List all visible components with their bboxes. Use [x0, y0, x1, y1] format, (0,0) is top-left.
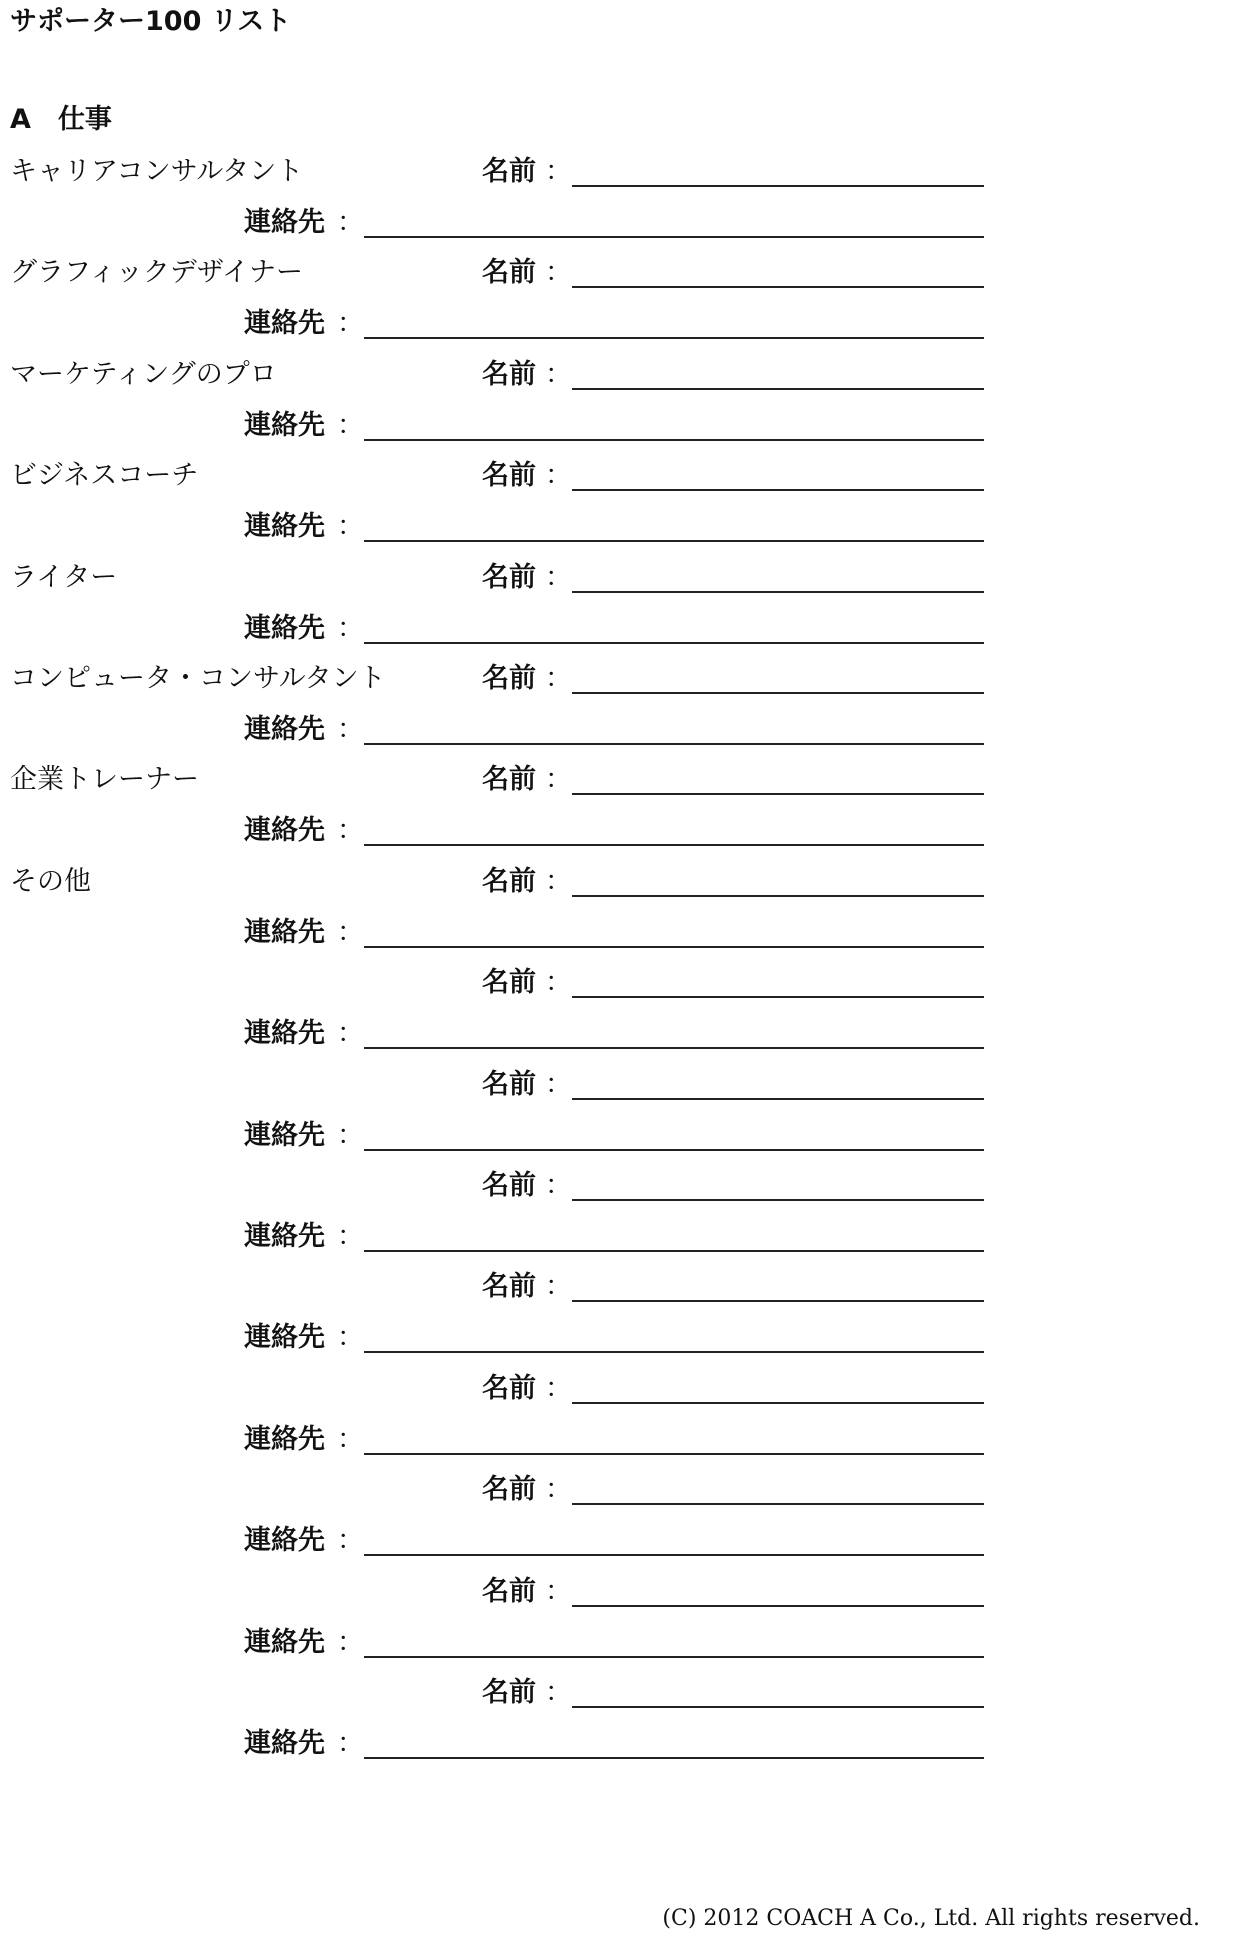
name-colon: ：	[545, 156, 572, 187]
supporter-entry	[0, 1673, 1240, 1774]
copyright-footer: (C) 2012 COACH A Co., Ltd. All rights reserved.	[662, 1906, 1200, 1931]
contact-colon: ：	[337, 308, 364, 339]
entry-category: 企業トレーナー	[10, 764, 199, 795]
contact-blank-line[interactable]	[364, 1351, 984, 1353]
contact-label: 連絡先	[244, 613, 325, 644]
name-colon: ：	[545, 1474, 572, 1505]
name-label: 名前	[482, 1069, 536, 1100]
contact-blank-line[interactable]	[364, 642, 984, 644]
contact-colon: ：	[337, 1120, 364, 1151]
contact-label: 連絡先	[244, 1221, 325, 1252]
name-colon: ：	[545, 663, 572, 694]
contact-label: 連絡先	[244, 207, 325, 238]
supporter-entry	[0, 1166, 1240, 1267]
name-colon: ：	[545, 967, 572, 998]
contact-colon: ：	[337, 1322, 364, 1353]
entry-category: コンピュータ・コンサルタント	[10, 663, 386, 694]
contact-label: 連絡先	[244, 815, 325, 846]
contact-blank-line[interactable]	[364, 236, 984, 238]
name-blank-line[interactable]	[572, 1503, 984, 1505]
name-blank-line[interactable]	[572, 1605, 984, 1607]
name-blank-line[interactable]	[572, 793, 984, 795]
name-colon: ：	[545, 1271, 572, 1302]
name-blank-line[interactable]	[572, 1199, 984, 1201]
contact-colon: ：	[337, 714, 364, 745]
name-colon: ：	[545, 1677, 572, 1708]
contact-label: 連絡先	[244, 1728, 325, 1759]
name-blank-line[interactable]	[572, 185, 984, 187]
entry-category: キャリアコンサルタント	[10, 156, 304, 187]
name-colon: ：	[545, 1373, 572, 1404]
supporter-entry	[0, 659, 1240, 760]
section-heading: A 仕事	[10, 104, 112, 135]
contact-colon: ：	[337, 1018, 364, 1049]
contact-blank-line[interactable]	[364, 1149, 984, 1151]
name-label: 名前	[482, 1576, 536, 1607]
contact-label: 連絡先	[244, 1627, 325, 1658]
name-blank-line[interactable]	[572, 895, 984, 897]
contact-blank-line[interactable]	[364, 1250, 984, 1252]
contact-colon: ：	[337, 1424, 364, 1455]
supporter-entry	[0, 760, 1240, 861]
name-colon: ：	[545, 866, 572, 897]
contact-blank-line[interactable]	[364, 1047, 984, 1049]
entry-category: マーケティングのプロ	[10, 359, 277, 390]
contact-blank-line[interactable]	[364, 844, 984, 846]
supporter-entry	[0, 1470, 1240, 1571]
contact-colon: ：	[337, 1221, 364, 1252]
name-colon: ：	[545, 1069, 572, 1100]
name-colon: ：	[545, 764, 572, 795]
contact-label: 連絡先	[244, 714, 325, 745]
contact-blank-line[interactable]	[364, 1656, 984, 1658]
name-label: 名前	[482, 359, 536, 390]
contact-blank-line[interactable]	[364, 743, 984, 745]
supporter-entry	[0, 1065, 1240, 1166]
name-blank-line[interactable]	[572, 996, 984, 998]
name-colon: ：	[545, 359, 572, 390]
contact-colon: ：	[337, 410, 364, 441]
name-label: 名前	[482, 562, 536, 593]
name-label: 名前	[482, 1474, 536, 1505]
name-blank-line[interactable]	[572, 286, 984, 288]
supporter-entry	[0, 253, 1240, 354]
name-label: 名前	[482, 1677, 536, 1708]
contact-label: 連絡先	[244, 511, 325, 542]
name-colon: ：	[545, 257, 572, 288]
contact-label: 連絡先	[244, 1018, 325, 1049]
name-blank-line[interactable]	[572, 1706, 984, 1708]
entry-category: グラフィックデザイナー	[10, 257, 303, 288]
name-colon: ：	[545, 1170, 572, 1201]
contact-blank-line[interactable]	[364, 1554, 984, 1556]
contact-colon: ：	[337, 1728, 364, 1759]
name-label: 名前	[482, 1373, 536, 1404]
contact-colon: ：	[337, 917, 364, 948]
supporter-entry	[0, 1369, 1240, 1470]
contact-blank-line[interactable]	[364, 540, 984, 542]
name-label: 名前	[482, 460, 536, 491]
name-label: 名前	[482, 156, 536, 187]
name-blank-line[interactable]	[572, 1098, 984, 1100]
name-blank-line[interactable]	[572, 489, 984, 491]
entry-category: ライター	[10, 562, 118, 593]
name-blank-line[interactable]	[572, 388, 984, 390]
name-blank-line[interactable]	[572, 591, 984, 593]
contact-blank-line[interactable]	[364, 946, 984, 948]
contact-label: 連絡先	[244, 917, 325, 948]
contact-colon: ：	[337, 1627, 364, 1658]
contact-label: 連絡先	[244, 1525, 325, 1556]
name-label: 名前	[482, 866, 536, 897]
contact-label: 連絡先	[244, 410, 325, 441]
name-label: 名前	[482, 257, 536, 288]
contact-blank-line[interactable]	[364, 439, 984, 441]
contact-blank-line[interactable]	[364, 1453, 984, 1455]
name-label: 名前	[482, 663, 536, 694]
entry-category: その他	[10, 866, 91, 897]
page-title: サポーター100 リスト	[10, 6, 292, 37]
name-blank-line[interactable]	[572, 692, 984, 694]
supporter-entry	[0, 152, 1240, 253]
supporter-entry	[0, 355, 1240, 456]
contact-label: 連絡先	[244, 1120, 325, 1151]
supporter-entry	[0, 456, 1240, 557]
contact-colon: ：	[337, 511, 364, 542]
name-blank-line[interactable]	[572, 1402, 984, 1404]
supporter-entry	[0, 963, 1240, 1064]
name-colon: ：	[545, 562, 572, 593]
supporter-entry	[0, 1267, 1240, 1368]
name-label: 名前	[482, 967, 536, 998]
contact-colon: ：	[337, 207, 364, 238]
contact-label: 連絡先	[244, 1424, 325, 1455]
contact-blank-line[interactable]	[364, 337, 984, 339]
contact-colon: ：	[337, 1525, 364, 1556]
contact-label: 連絡先	[244, 1322, 325, 1353]
name-colon: ：	[545, 460, 572, 491]
entry-category: ビジネスコーチ	[10, 460, 199, 491]
name-blank-line[interactable]	[572, 1300, 984, 1302]
supporter-entry	[0, 1572, 1240, 1673]
contact-label: 連絡先	[244, 308, 325, 339]
name-label: 名前	[482, 764, 536, 795]
supporter-entry	[0, 862, 1240, 963]
contact-colon: ：	[337, 815, 364, 846]
name-label: 名前	[482, 1271, 536, 1302]
name-colon: ：	[545, 1576, 572, 1607]
contact-blank-line[interactable]	[364, 1757, 984, 1759]
name-label: 名前	[482, 1170, 536, 1201]
supporter-entry	[0, 558, 1240, 659]
contact-colon: ：	[337, 613, 364, 644]
